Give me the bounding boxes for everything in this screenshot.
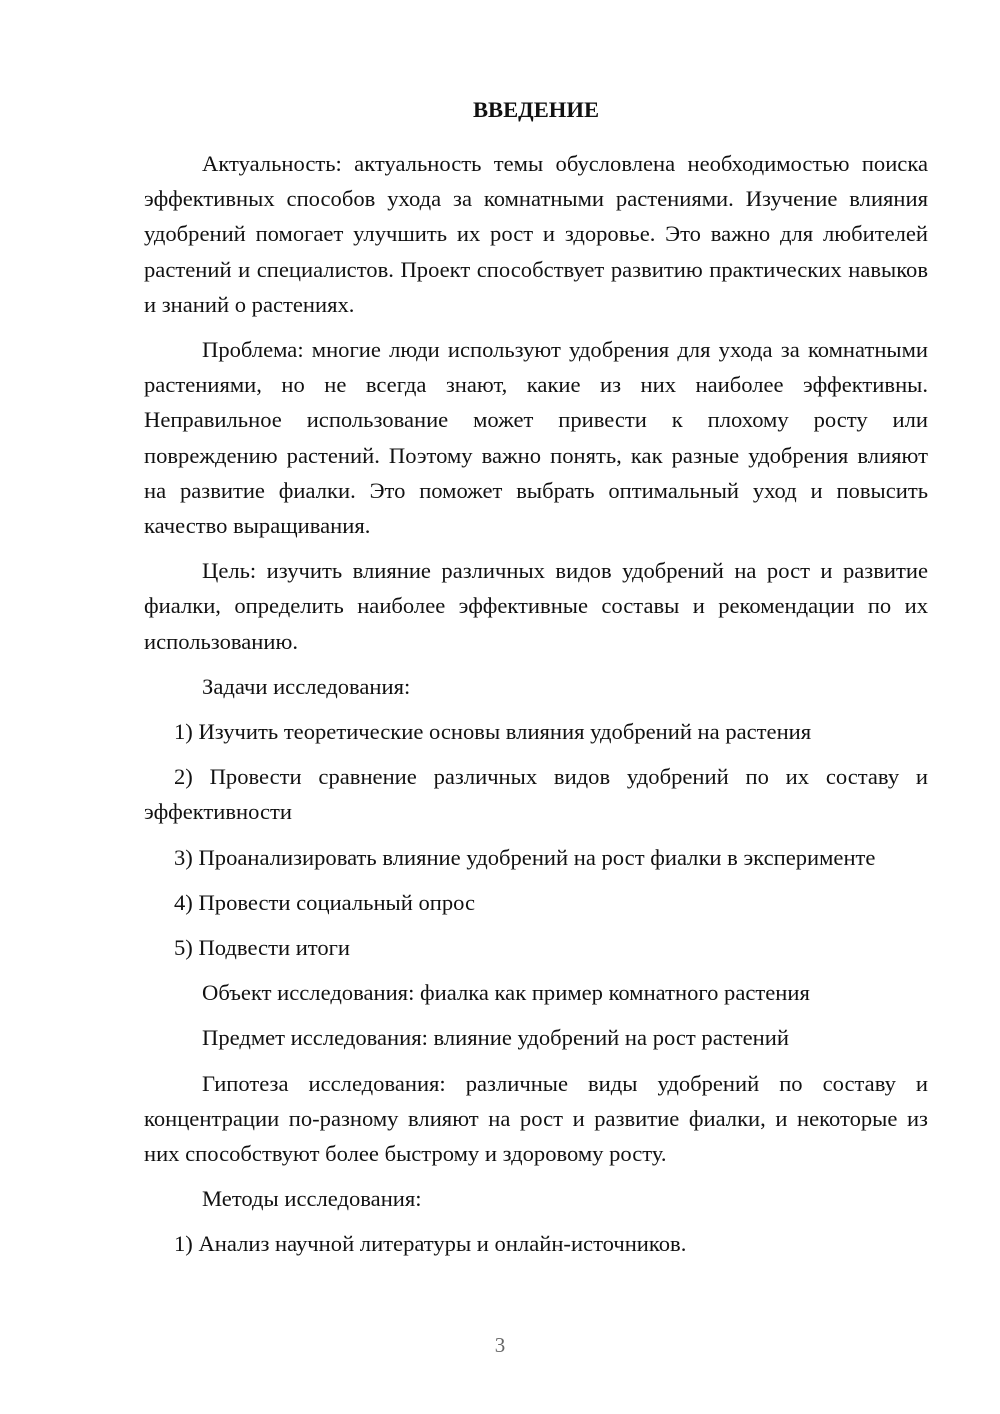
relevance-paragraph: Актуальность: актуальность темы обусловлена необходимостью поиска эффективных способов ухода за комнатными растениями. Изучение влияния удобрений помогает улучшить их рост и здоровье. Это важно для любителей растений и специалистов. Проект способствует развитию практических навыков и знаний о растениях. (144, 151, 928, 317)
page-title: ВВЕДЕНИЕ (472, 97, 600, 122)
goal-paragraph: Цель: изучить влияние различных видов удобрений на рост и развитие фиалки, определить наиболее эффективные составы и рекомендации по их использованию. (144, 558, 928, 654)
methods-heading: Методы исследования: (202, 1186, 422, 1212)
task-item-4: 4) Провести социальный опрос (174, 889, 476, 915)
document-page (144, 92, 928, 1272)
object-paragraph: Объект исследования: фиалка как пример комнатного растения (202, 980, 810, 1006)
page-number: 3 (494, 1333, 506, 1357)
task-item-1: 1) Изучить теоретические основы влияния удобрений на растения (174, 719, 812, 745)
tasks-heading: Задачи исследования: (202, 673, 411, 699)
problem-paragraph: Проблема: многие люди используют удобрения для ухода за комнатными растениями, но не всегда знают, какие из них наиболее эффективны. Неправильное использование может привести к плохому росту или повреждению растений. Поэтому важно понять, как разные удобрения влияют на развитие фиалки. Это поможет выбрать оптимальный уход и повысить качество выращивания. (144, 337, 928, 539)
task-item-5: 5) Подвести итоги (174, 935, 351, 961)
hypothesis-paragraph: Гипотеза исследования: различные виды удобрений по составу и концентрации по-разному влияют на рост и развитие фиалки, и некоторые из них способствуют более быстрому и здоровому росту. (144, 1070, 928, 1167)
task-item-2: 2) Провести сравнение различных видов удобрений по их составу и эффективности (144, 764, 928, 825)
task-item-3: 3) Проанализировать влияние удобрений на рост фиалки в эксперименте (174, 844, 876, 870)
method-item-1: 1) Анализ научной литературы и онлайн-источников. (174, 1231, 687, 1257)
subject-paragraph: Предмет исследования: влияние удобрений на рост растений (202, 1025, 789, 1051)
